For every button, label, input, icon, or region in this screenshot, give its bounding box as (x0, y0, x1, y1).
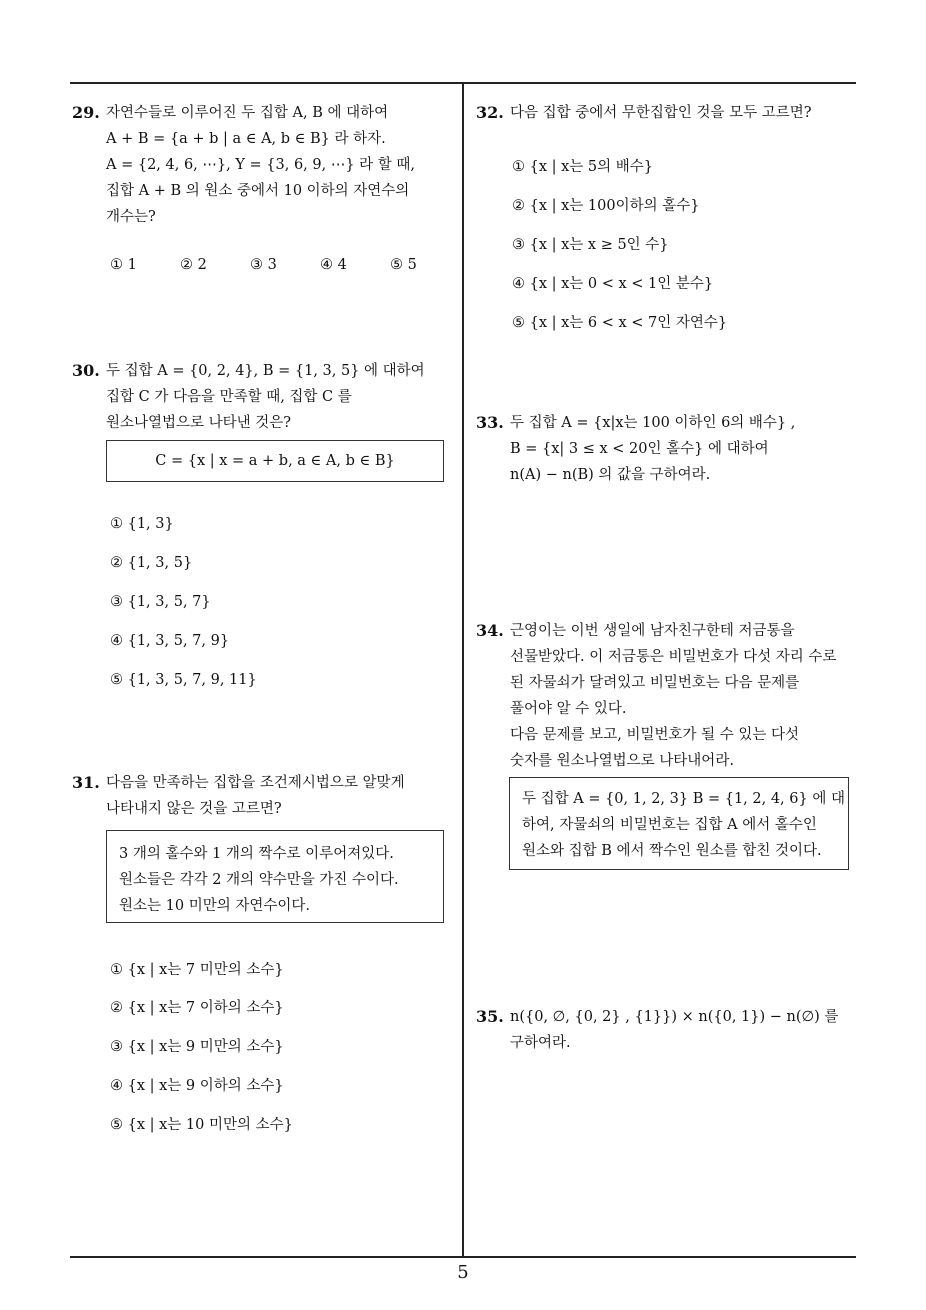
question-number: 30. (72, 361, 100, 380)
box-text-line: 3 개의 홀수와 1 개의 짝수로 이루어져있다. (119, 846, 394, 862)
choice[interactable]: ⑤ {1, 3, 5, 7, 9, 11} (110, 672, 257, 688)
q29-choices (110, 257, 460, 273)
box-text: C = {x | x = a + b, a ∈ A, b ∈ B} (155, 453, 395, 469)
choice[interactable]: ③ 3 (250, 257, 277, 273)
bottom-rule (70, 1256, 856, 1258)
question-number: 35. (476, 1007, 504, 1026)
box-text-line: 두 집합 A = {0, 1, 2, 3} B = {1, 2, 4, 6} 에 대 (522, 791, 845, 807)
question-text-line: 선물받았다. 이 저금통은 비밀번호가 다섯 자리 수로 (510, 649, 837, 665)
question-text-line: A + B = {a + b | a ∈ A, b ∈ B} 라 하자. (106, 131, 386, 147)
question-35 (476, 1004, 838, 1056)
question-text-line: B = {x| 3 ≤ x < 20인 홀수} 에 대하여 (510, 441, 769, 457)
column-divider (462, 82, 464, 1258)
choice[interactable]: ⑤ 5 (390, 257, 417, 273)
question-text-line: 구하여라. (510, 1035, 571, 1051)
choice[interactable]: ② {x | x는 100이하의 홀수} (512, 198, 700, 214)
question-number: 33. (476, 413, 504, 432)
condition-box (106, 830, 444, 923)
choice[interactable]: ① 1 (110, 257, 137, 273)
question-text-line: 다음 문제를 보고, 비밀번호가 될 수 있는 다섯 (510, 727, 799, 743)
question-text-line: 개수는? (106, 209, 156, 225)
choice[interactable]: ④ 4 (320, 257, 347, 273)
question-number: 31. (72, 773, 100, 792)
question-text-line: 다음 집합 중에서 무한집합인 것을 모두 고르면? (510, 105, 812, 121)
question-text-line: 풀어야 알 수 있다. (510, 701, 627, 717)
question-text-line: 원소나열법으로 나타낸 것은? (106, 415, 292, 431)
question-text-line: 다음을 만족하는 집합을 조건제시법으로 알맞게 (106, 775, 405, 791)
choice[interactable]: ① {1, 3} (110, 516, 174, 532)
question-text-line: 집합 C 가 다음을 만족할 때, 집합 C 를 (106, 389, 352, 405)
question-text-line: 집합 A + B 의 원소 중에서 10 이하의 자연수의 (106, 183, 410, 199)
condition-box (509, 777, 849, 870)
choice[interactable]: ⑤ {x | x는 10 미만의 소수} (110, 1117, 293, 1133)
question-text-line: n({0, ∅, {0, 2} , {1}}) × n({0, 1}) − n(∅) 를 (510, 1009, 839, 1025)
question-text-line: 숫자를 원소나열법으로 나타내어라. (510, 753, 734, 769)
question-text-line: 두 집합 A = {x|x는 100 이하인 6의 배수} , (510, 415, 796, 431)
box-text-line: 원소는 10 미만의 자연수이다. (119, 898, 310, 914)
choice[interactable]: ③ {1, 3, 5, 7} (110, 594, 211, 610)
question-text-line: 자연수들로 이루어진 두 집합 A, B 에 대하여 (106, 105, 389, 121)
choice[interactable]: ② {x | x는 7 이하의 소수} (110, 1000, 284, 1016)
choice[interactable]: ④ {x | x는 9 이하의 소수} (110, 1078, 284, 1094)
question-number: 32. (476, 103, 504, 122)
choice[interactable]: ① {x | x는 7 미만의 소수} (110, 962, 284, 978)
box-text-line: 원소와 집합 B 에서 짝수인 원소를 합친 것이다. (522, 843, 822, 859)
question-text-line: n(A) − n(B) 의 값을 구하여라. (510, 467, 711, 483)
question-number: 34. (476, 621, 504, 640)
choice[interactable]: ⑤ {x | x는 6 < x < 7인 자연수} (512, 315, 728, 331)
page-number: 5 (457, 1262, 469, 1283)
question-number: 29. (72, 103, 100, 122)
question-29 (72, 100, 415, 230)
question-30 (72, 358, 425, 436)
question-text-line: A = {2, 4, 6, ⋯}, Y = {3, 6, 9, ⋯} 라 할 때, (106, 157, 416, 173)
choice[interactable]: ③ {x | x는 x ≥ 5인 수} (512, 237, 669, 253)
question-33 (476, 410, 795, 488)
choice[interactable]: ③ {x | x는 9 미만의 소수} (110, 1039, 284, 1055)
condition-box (106, 440, 444, 482)
box-text-line: 원소들은 각각 2 개의 약수만을 가진 수이다. (119, 872, 399, 888)
choice[interactable]: ④ {x | x는 0 < x < 1인 분수} (512, 276, 714, 292)
question-text-line: 두 집합 A = {0, 2, 4}, B = {1, 3, 5} 에 대하여 (106, 363, 425, 379)
choice[interactable]: ④ {1, 3, 5, 7, 9} (110, 633, 230, 649)
question-text-line: 근영이는 이번 생일에 남자친구한테 저금통을 (510, 623, 795, 639)
box-text-line: 하여, 자물쇠의 비밀번호는 집합 A 에서 홀수인 (522, 817, 817, 833)
question-34 (476, 618, 836, 774)
question-32 (476, 100, 812, 126)
choice[interactable]: ② 2 (180, 257, 207, 273)
choice[interactable]: ② {1, 3, 5} (110, 555, 193, 571)
question-31 (72, 770, 405, 822)
question-text-line: 된 자물쇠가 달려있고 비밀번호는 다음 문제를 (510, 675, 800, 691)
choice[interactable]: ① {x | x는 5의 배수} (512, 159, 653, 175)
question-text-line: 나타내지 않은 것을 고르면? (106, 801, 282, 817)
